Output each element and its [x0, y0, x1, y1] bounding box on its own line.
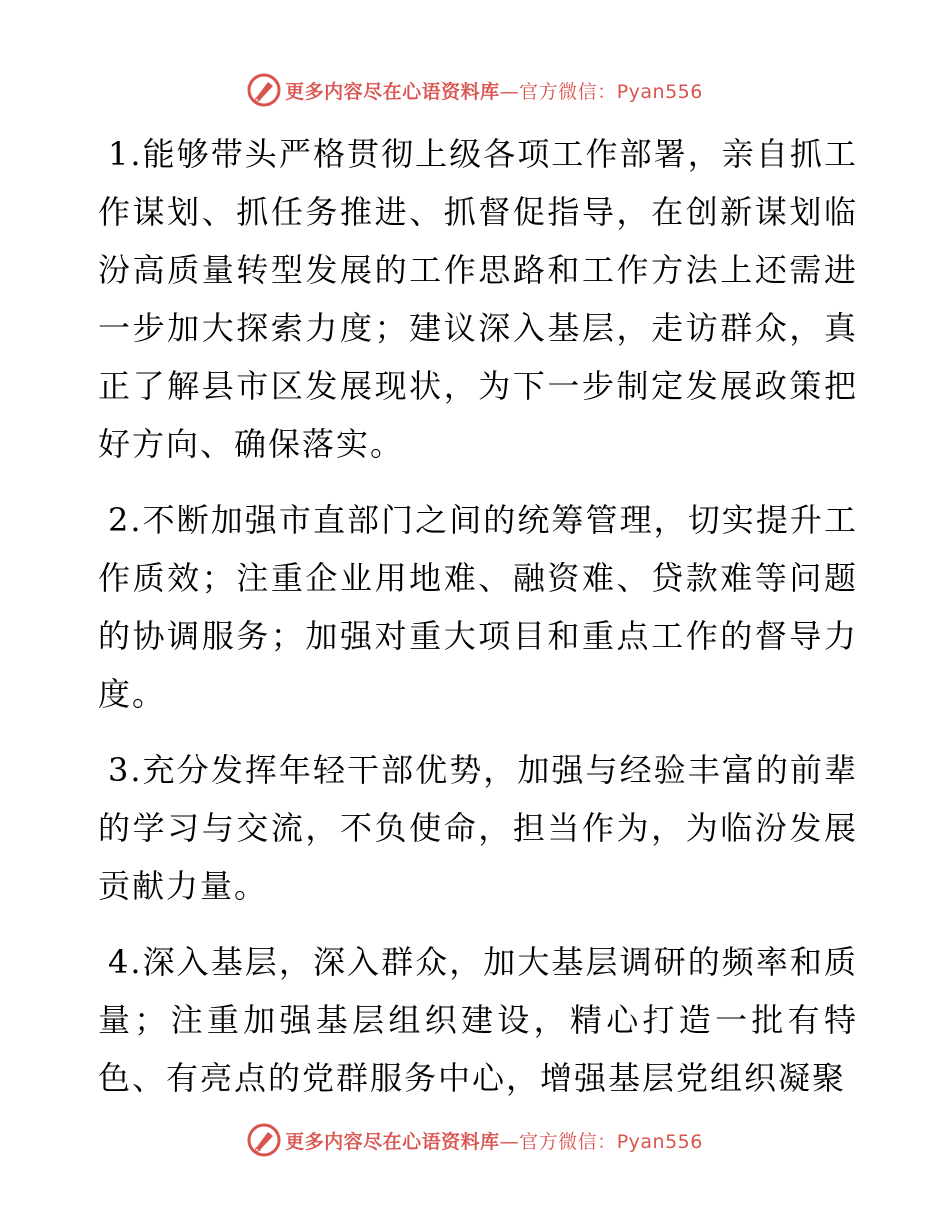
- paragraph-text: 能够带头严格贯彻上级各项工作部署，亲自抓工作谋划、抓任务推进、抓督促指导，在创新谋划临汾高质量转型发展的工作思路和工作方法上还需进一步加大探索力度；建议深入基层，走访群众，真正了解县市区发展现状，为下一步制定发展政策把好方向、确保落实。: [98, 135, 858, 463]
- footer-wechat-id: Pyan556: [616, 1130, 703, 1153]
- footer-brand: 更多内容尽在心语资料库: [285, 1130, 500, 1153]
- header-watermark: [0, 70, 950, 110]
- footer-dash: —: [499, 1130, 520, 1153]
- paragraph-2: [98, 491, 858, 723]
- paragraph-3: [98, 741, 858, 915]
- header-brand: 更多内容尽在心语资料库: [285, 80, 500, 103]
- footer-wechat-label: 官方微信：: [519, 1130, 617, 1153]
- paragraph-text: 充分发挥年轻干部优势，加强与经验丰富的前辈的学习与交流，不负使命，担当作为，为临汾发展贡献力量。: [98, 751, 858, 905]
- paragraph-number: 4.: [108, 943, 143, 981]
- paragraph-text: 不断加强市直部门之间的统筹管理，切实提升工作质效；注重企业用地难、融资难、贷款难等问题的协调服务；加强对重大项目和重点工作的督导力度。: [98, 501, 858, 713]
- document-body: [98, 125, 858, 1125]
- paragraph-1: [98, 125, 858, 473]
- header-text: [285, 77, 703, 104]
- paragraph-number: 1.: [108, 135, 143, 173]
- paragraph-number: 3.: [108, 751, 143, 789]
- paragraph-text: 深入基层，深入群众，加大基层调研的频率和质量；注重加强基层组织建设，精心打造一批有特色、有亮点的党群服务中心，增强基层党组织凝聚: [98, 943, 858, 1097]
- paragraph-number: 2.: [108, 501, 143, 539]
- footer-text: [285, 1127, 703, 1154]
- pen-nib-logo-icon: [247, 73, 281, 107]
- pen-nib-logo-icon: [247, 1123, 281, 1157]
- header-dash: —: [499, 80, 520, 103]
- header-wechat-label: 官方微信：: [519, 80, 617, 103]
- paragraph-4: [98, 933, 858, 1107]
- footer-watermark: [0, 1120, 950, 1160]
- header-wechat-id: Pyan556: [616, 80, 703, 103]
